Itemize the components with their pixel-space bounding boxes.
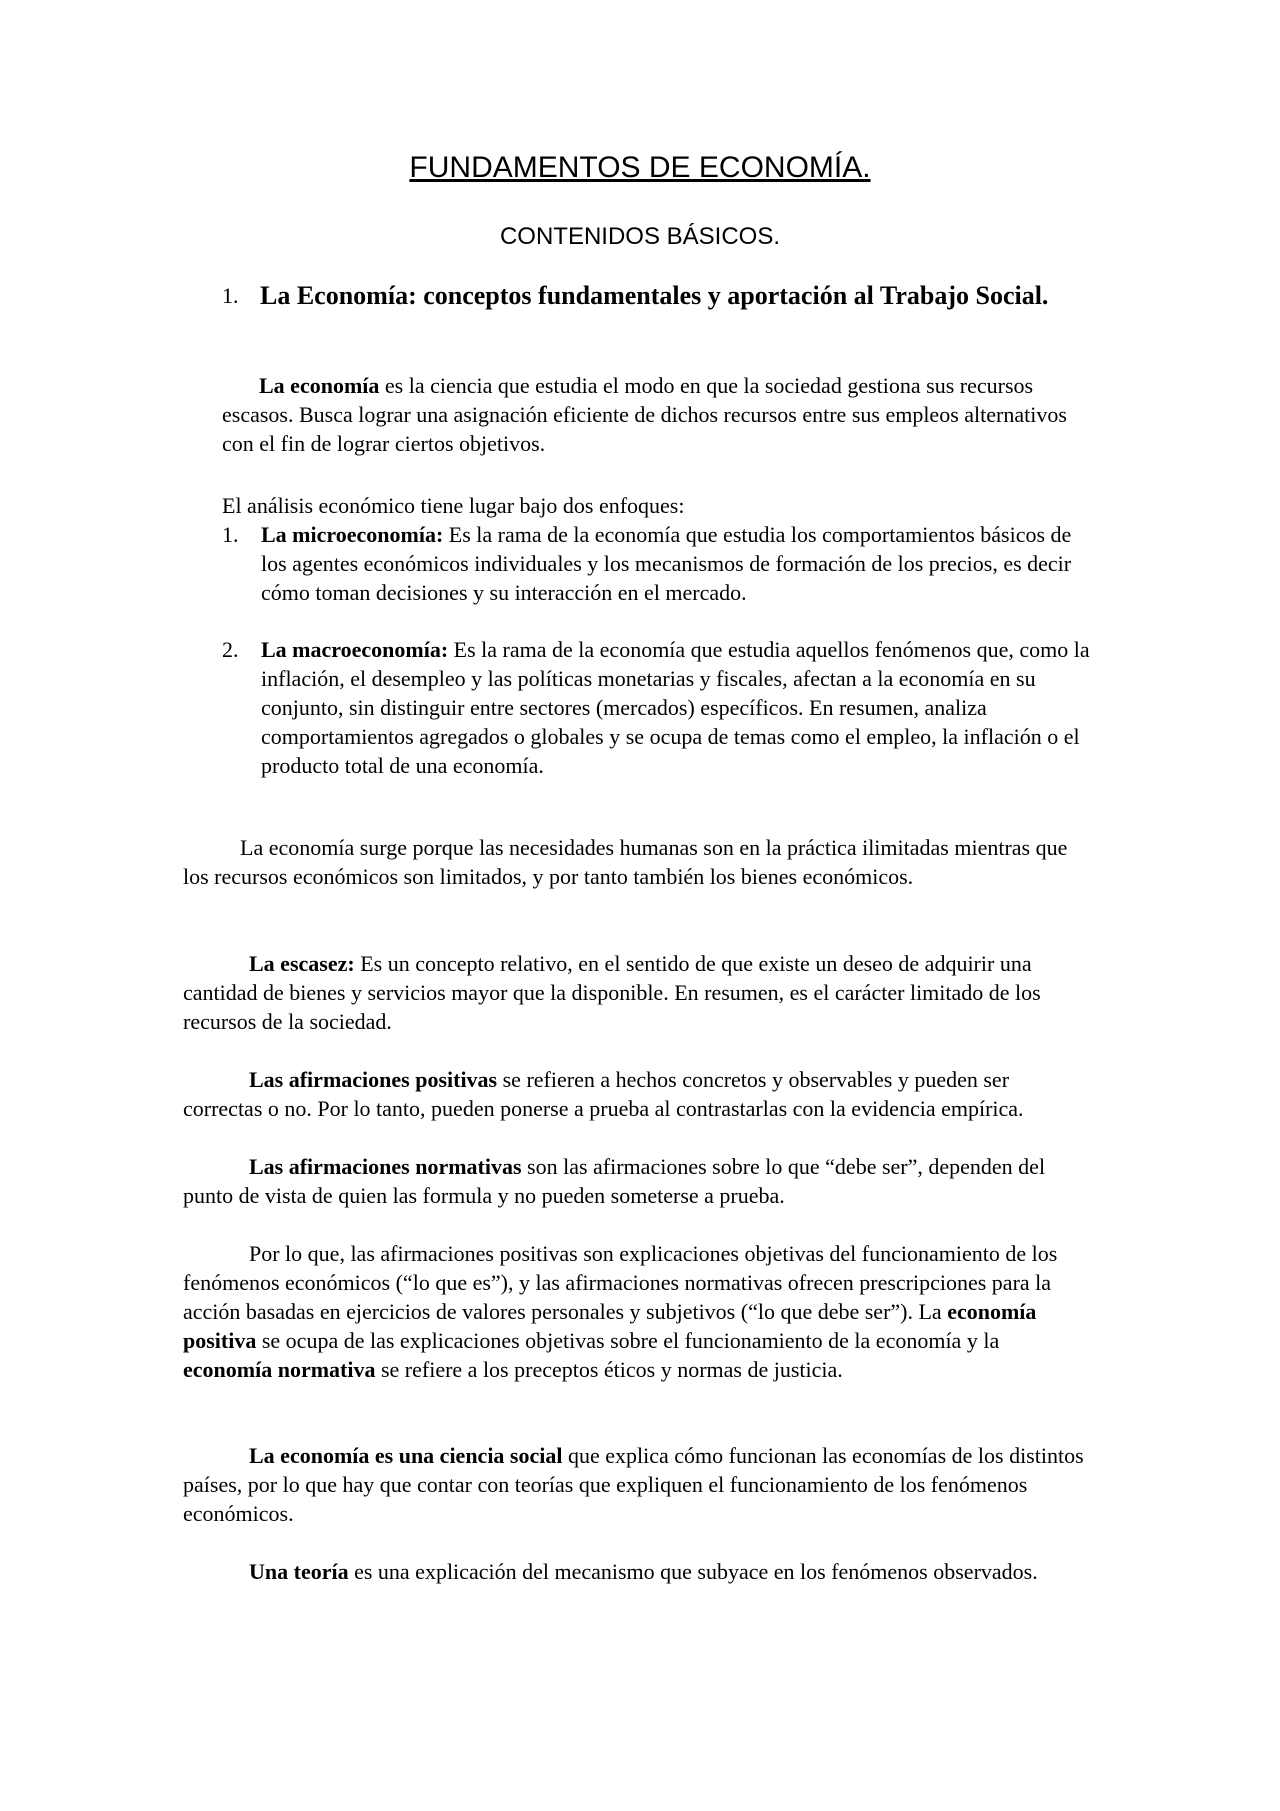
section-number: 1. (222, 283, 239, 308)
paragraph-por-lo-que-text-2: se ocupa de las explicaciones objetivas sobre el funcionamiento de la economía y la (256, 1328, 1000, 1353)
list-text (261, 635, 1101, 780)
paragraph-ciencia-social-text: que explica cómo funcionan las economías de los distintos países, por lo que hay que contar con teorías que expliquen el funcionamiento de los fenómenos económicos. (183, 1443, 1084, 1526)
paragraph-economia-text: es la ciencia que estudia el modo en que la sociedad gestiona sus recursos escasos. Busca lograr una asignación eficiente de dichos recursos entre sus empleos alternativos con el fin de lograr ciertos objetivos. (222, 373, 1067, 456)
term-economia-normativa: economía normativa (183, 1357, 376, 1382)
paragraph-por-lo-que-text-3: se refiere a los preceptos éticos y normas de justicia. (375, 1357, 843, 1382)
paragraph-economia (222, 371, 1102, 458)
paragraph-escasez-text: Es un concepto relativo, en el sentido de que existe un deseo de adquirir una cantidad de bienes y servicios mayor que la disponible. En resumen, es el carácter limitado de los recursos de la sociedad. (183, 951, 1041, 1034)
paragraph-positivas (183, 1065, 1093, 1123)
paragraph-escasez (183, 949, 1093, 1036)
document-title: FUNDAMENTOS DE ECONOMÍA. (409, 151, 871, 184)
paragraph-normativas-text: son las afirmaciones sobre lo que “debe ser”, dependen del punto de vista de quien las formula y no pueden someterse a prueba. (183, 1154, 1046, 1208)
list-item-micro-text: Es la rama de la economía que estudia los comportamientos básicos de los agentes económicos individuales y los mecanismos de formación de los precios, es decir cómo toman decisiones y su interacción en el mercado. (261, 522, 1072, 605)
paragraph-teoria (183, 1557, 1093, 1586)
term-microeconomia: La microeconomía: (261, 522, 444, 547)
term-afirmaciones-positivas: Las afirmaciones positivas (249, 1067, 498, 1092)
paragraph-ciencia-social (183, 1441, 1093, 1528)
document-subtitle: CONTENIDOS BÁSICOS. (499, 223, 781, 250)
term-escasez: La escasez: (249, 951, 355, 976)
term-economia: La economía (259, 373, 380, 398)
list-number: 2. (222, 637, 239, 662)
term-afirmaciones-normativas: Las afirmaciones normativas (249, 1154, 522, 1179)
list-number: 1. (222, 522, 239, 547)
list-text (261, 520, 1101, 607)
paragraph-teoria-text: es una explicación del mecanismo que subyace en los fenómenos observados. (348, 1559, 1038, 1584)
section-title: La Economía: conceptos fundamentales y aportación al Trabajo Social. (260, 281, 1049, 310)
list-item-macro-text: Es la rama de la economía que estudia aquellos fenómenos que, como la inflación, el desempleo y las políticas monetarias y fiscales, afectan a la economía en su conjunto, sin distinguir entre sectores (mercados) específicos. En resumen, analiza comportamientos agregados o globales y se ocupa de temas como el empleo, la inflación o el producto total de una economía. (261, 637, 1090, 778)
term-economia-positiva: economía positiva (183, 1299, 1037, 1353)
paragraph-analisis: El análisis económico tiene lugar bajo dos enfoques: (222, 493, 685, 518)
paragraph-positivas-text: se refieren a hechos concretos y observables y pueden ser correctas o no. Por lo tanto, pueden ponerse a prueba al contrastarlas con la evidencia empírica. (183, 1067, 1024, 1121)
paragraph-por-lo-que (183, 1239, 1093, 1384)
term-macroeconomia: La macroeconomía: (261, 637, 449, 662)
paragraph-normativas (183, 1152, 1093, 1210)
paragraph-por-lo-que-text-1: Por lo que, las afirmaciones positivas son explicaciones objetivas del funcionamiento de los fenómenos económicos (“lo que es”), y las afirmaciones normativas ofrecen prescripciones para la acción basadas en ejercicios de valores personales y subjetivos (“lo que debe ser”). La (183, 1241, 1058, 1324)
paragraph-surge: La economía surge porque las necesidades humanas son en la práctica ilimitadas mientras que los recursos económicos son limitados, y por tanto también los bienes económicos. (183, 835, 1068, 889)
term-ciencia-social: La economía es una ciencia social (249, 1443, 563, 1468)
term-teoria: Una teoría (249, 1559, 349, 1584)
